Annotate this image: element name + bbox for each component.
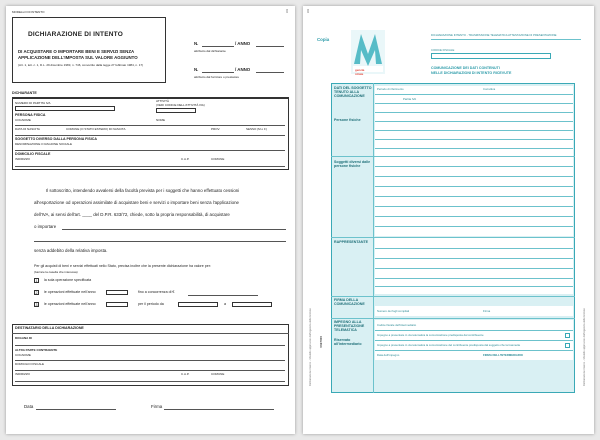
firma-field[interactable]: [164, 409, 274, 410]
row-line: [375, 186, 573, 187]
cognome-label-2: COGNOME: [15, 353, 31, 357]
n-label-2: N.: [194, 67, 199, 72]
row-line: [375, 258, 573, 259]
altra-parte-label: ALTRA PARTE CONTRAENTE: [15, 348, 58, 352]
persona-fisica-label: PERSONA FISICA: [15, 113, 46, 117]
side-text: Dichiarazione intento - Modello approvato dall'Agenzia delle Entrate: [309, 308, 312, 386]
model-code: 0027000: [319, 336, 323, 348]
header-line: DICHIARAZIONE INTENTO - TRASMISSIONE TELEMATICA ATTESTAZIONE DI PRESENTAZIONE: [431, 33, 557, 37]
corner-mark: ▯: [286, 8, 289, 13]
firma-comunicazione-label: FIRMA DELLA COMUNICAZIONE: [334, 298, 365, 307]
intent-declaration-form: [6, 6, 295, 434]
option-2-amount-field[interactable]: [188, 295, 258, 296]
body-line-6b: (barrare la casella che interessa): [34, 270, 78, 274]
option-2-amount-label: fino a concorrenza di €: [138, 290, 175, 294]
option-3-checkbox[interactable]: 3: [35, 303, 38, 307]
indirizzo-line-2[interactable]: [15, 381, 285, 382]
soggetti-diversi-label: Soggetti diversi dalle persone fisiche: [334, 160, 371, 169]
goods-field-2[interactable]: [34, 241, 286, 242]
option-2-label: le operazioni effettuate nell'anno: [44, 290, 96, 294]
soggetto-diverso-label: SOGGETTO DIVERSO DALLA PERSONA FISICA: [15, 137, 97, 141]
row-line: [375, 112, 573, 113]
destinatario-rule: [12, 333, 289, 334]
row-line: [375, 350, 573, 351]
impegno-label: IMPEGNO ALLA PRESENTAZIONE TELEMATICA: [334, 320, 365, 333]
rappresentante-label: RAPPRESENTANTE: [334, 240, 369, 244]
row-line: [375, 286, 573, 287]
data-label: Data: [24, 404, 34, 409]
data-nascita-label: DATA DI NASCITA: [15, 127, 40, 131]
domicilio-line-2[interactable]: [15, 370, 285, 371]
agenzia-entrate-communication-form: [303, 6, 594, 434]
row-line: [375, 248, 573, 249]
form-subtitle-2: APPLICAZIONE DELL'IMPOSTA SUL VALORE AGGIUNTO: [18, 55, 138, 60]
header-rule: [431, 39, 581, 40]
row-line: [375, 226, 573, 227]
firma-intermediario-label: FIRMA DELL'INTERMEDIARIO: [483, 353, 523, 357]
anno-field-2[interactable]: [256, 72, 284, 73]
form-subtitle-1: DI ACQUISTARE O IMPORTARE BENI E SERVIZI SENZA: [18, 49, 135, 54]
numero-fogli-label: Numero dei fogli compilati: [377, 309, 410, 313]
prov-label: PROV.: [211, 127, 221, 131]
attrib-forn-note: attribuito dal fornitore o prestatore: [194, 75, 240, 79]
row-line: [375, 103, 573, 104]
periodo-label: Periodo di riferimento: [377, 87, 404, 91]
option-1-checkbox[interactable]: 1: [35, 279, 38, 283]
copia-label: Copia: [317, 37, 330, 42]
n-label-1: N.: [194, 41, 199, 46]
attivita-label: ATTIVITÀ: [156, 99, 169, 103]
row-line: [375, 340, 573, 341]
logo-line-2: ntrate: [355, 72, 364, 76]
codice-fiscale-field[interactable]: [431, 53, 551, 59]
row-line: [375, 139, 573, 140]
codice-intermediario-label: Codice fiscale dell'intermediario: [377, 323, 417, 327]
indirizzo-label: INDIRIZZO: [15, 157, 30, 161]
data-field[interactable]: [36, 409, 116, 410]
row-line: [375, 121, 573, 122]
option-3-label: le operazioni effettuate nell'anno: [44, 302, 96, 306]
row-line: [375, 166, 573, 167]
impegno-1-checkbox[interactable]: [565, 333, 570, 338]
label-column-divider: [373, 83, 374, 393]
row-line: [375, 196, 573, 197]
codice-attivita-label: (VEDI CODICE DELL'ATTIVITÀ IVA): [156, 103, 205, 107]
comune-nascita-label: COMUNE (O STATO ESTERO) DI NASCITA: [66, 127, 126, 131]
partita-iva-field[interactable]: [15, 106, 115, 111]
partita-iva-label-right: Partita IVA: [403, 97, 417, 101]
n-field-1[interactable]: [202, 46, 234, 47]
header-title-2: NELLE DICHIARAZIONI DI INTENTO RICEVUTE: [431, 71, 512, 75]
riservato-label: Riservato all'intermediario: [334, 338, 362, 347]
option-3-to-field[interactable]: [232, 302, 272, 307]
row-line: [375, 130, 573, 131]
option-2-year-field[interactable]: [106, 290, 128, 295]
firma-label: Firma: [151, 404, 163, 409]
birth-row-line[interactable]: [15, 135, 285, 136]
dati-fields-panel: [375, 86, 573, 236]
section-destinatario: DESTINATARIO DELLA DICHIARAZIONE: [15, 326, 84, 330]
section-dati: DATI DEL SOGGETTO TENUTO ALLA COMUNICAZIONE: [334, 86, 372, 99]
impegno-2-checkbox[interactable]: [565, 343, 570, 348]
attivita-field[interactable]: [156, 108, 196, 113]
dogana-label: DOGANA DI: [15, 336, 33, 340]
impegno-option-2: Impegno a presentare in via telematica la comunicazione del contribuente predisposta dal soggetto che la trasmette: [377, 343, 521, 347]
corner-mark-right: ▯: [307, 8, 310, 13]
persone-fisiche-label: Persone fisiche: [334, 118, 361, 122]
option-3-year-field[interactable]: [106, 302, 128, 307]
body-line-6: Per gli acquisti di beni e servizi effettuati nello Stato, precisa inoltre che la presente dichiarazione ha valore per:: [34, 264, 211, 268]
correttiva-label: Correttiva: [483, 87, 496, 91]
data-impegno-label: Data dell'impegno: [377, 353, 400, 357]
dogana-field[interactable]: [15, 345, 285, 346]
denominazione-line[interactable]: [15, 150, 285, 151]
sesso-label: SESSO (M o F): [246, 127, 267, 131]
row-line: [375, 330, 573, 331]
anno-label-2: / ANNO: [235, 67, 251, 72]
option-1-label: la sola operazione specificata: [44, 278, 92, 282]
option-3-to-label: a: [224, 302, 226, 306]
comune-label-2: COMUNE: [211, 372, 225, 376]
logo-line-1: genzia: [355, 68, 365, 72]
name-row-line[interactable]: [15, 125, 285, 126]
domicilio-line[interactable]: [15, 166, 285, 167]
row-line: [375, 206, 573, 207]
body-line-3: dell'IVA, ai sensi dell'art. ____ del D.P.R. 633/72, chiede, sotto la propria responsabilità, di acquistare: [34, 212, 230, 217]
partita-iva-label: NUMERO DI PARTITA IVA: [15, 101, 51, 105]
impegno-option-1: Impegno a presentare in via telematica la comunicazione predisposta dal contribuente: [377, 333, 484, 337]
row-line: [375, 216, 573, 217]
section-divider: [331, 318, 575, 319]
attrib-dich-note: attribuito dal dichiarante: [194, 49, 226, 53]
row-line: [375, 94, 573, 95]
section-dichiarante: DICHIARANTE: [12, 91, 37, 95]
domicilio-label-2: DOMICILIO FISCALE: [15, 362, 45, 366]
row-line: [375, 278, 573, 279]
anno-field-1[interactable]: [256, 46, 284, 47]
cognome-label: COGNOME: [15, 118, 31, 122]
nome-label: NOME: [156, 118, 165, 122]
section-divider: [331, 296, 575, 297]
section-divider: [331, 156, 575, 157]
goods-field-1[interactable]: [62, 229, 286, 230]
form-title: DICHIARAZIONE DI INTENTO: [28, 31, 123, 38]
model-label: MODELLO DI INTENTO: [12, 10, 45, 14]
body-line-4: o importare: [34, 224, 57, 229]
side-text-right: Dichiarazione intento - Modello approvato dall'Agenzia delle Entrate: [583, 308, 586, 386]
denominazione-label: DENOMINAZIONE O RAGIONE SOCIALE: [15, 142, 73, 146]
firma-label-right: Firma: [483, 309, 491, 313]
anno-label-1: / ANNO: [235, 41, 251, 46]
law-reference: (Art. 1, lett. c. 1, D.L. 29 dicembre 1983, n. 746, convertito dalla legge 27 febbraio 1984, n. 17): [18, 63, 144, 67]
header-title-1: COMUNICAZIONE DEI DATI CONTENUTI: [431, 66, 500, 70]
row-line: [375, 176, 573, 177]
cap-label-2: C.A.P.: [181, 372, 190, 376]
row-line: [375, 148, 573, 149]
body-line-1: Il sottoscritto, intendendo avvalersi della facoltà prevista per i soggetti che hanno effettuato cessioni: [46, 188, 240, 193]
cap-label: C.A.P.: [181, 157, 190, 161]
option-3-period-label: per il periodo da: [138, 302, 164, 306]
n-field-2[interactable]: [202, 72, 234, 73]
row-line: [375, 268, 573, 269]
option-3-from-field[interactable]: [178, 302, 218, 307]
codice-fiscale-label: CODICE FISCALE: [431, 48, 455, 52]
body-line-5: senza addebito della relativa imposta.: [34, 248, 108, 253]
option-2-checkbox[interactable]: 2: [35, 291, 38, 295]
indirizzo-label-2: INDIRIZZO: [15, 372, 30, 376]
domicilio-label: DOMICILIO FISCALE: [15, 152, 51, 156]
comune-label: COMUNE: [211, 157, 225, 161]
body-line-2: all'esportazione od operazioni assimilate di acquistare beni e servizi o importare beni senza l'applicazione: [34, 200, 239, 205]
section-divider: [331, 237, 575, 238]
altra-parte-line[interactable]: [15, 360, 285, 361]
